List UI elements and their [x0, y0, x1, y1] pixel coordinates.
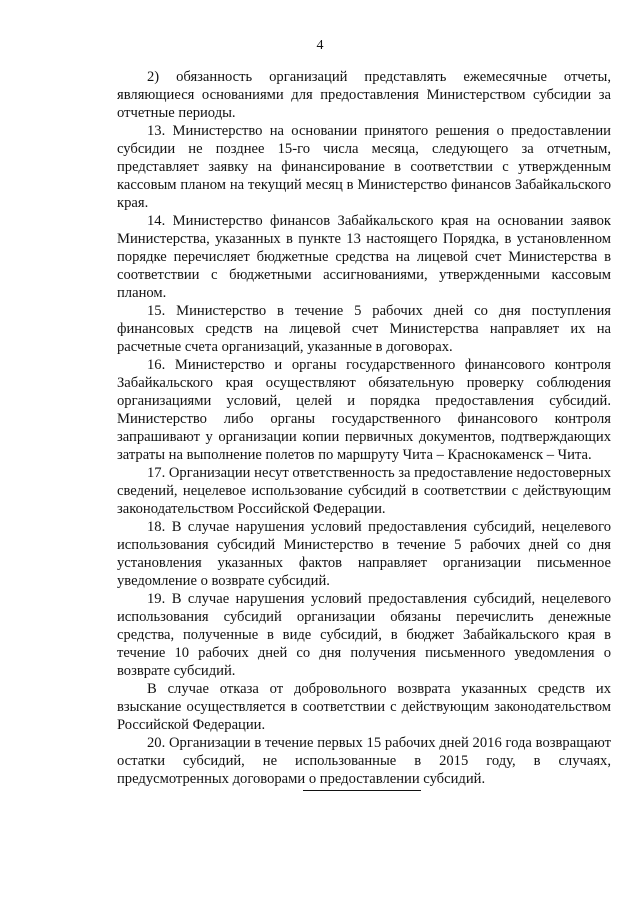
paragraph-19: 19. В случае нарушения условий предоставления субсидий, нецелевого использования субсидий организации обязаны перечислить денежные средства, полученные в виде субсидий, в бюджет Забайкальского края в течение 10 рабочих дней со дня получения письменного уведомления о возврате субсидий.: [117, 591, 611, 679]
paragraph-13: 13. Министерство на основании принятого решения о предоставлении субсидии не позднее 15-го числа месяца, следующего за отчетным, представляет заявку на финансирование в соответствии с утвержденным кассовым планом на текущий месяц в Министерство финансов Забайкальского края.: [117, 123, 611, 211]
paragraph-19-continuation: В случае отказа от добровольного возврата указанных средств их взыскание осуществляется в соответствии с действующим законодательством Российской Федерации.: [117, 681, 611, 733]
page-number: 4: [316, 38, 324, 53]
paragraph-14: 14. Министерство финансов Забайкальского края на основании заявок Министерства, указанных в пункте 13 настоящего Порядка, в установленном порядке перечисляет бюджетные средства на лицевой счет Министерства в соответствии с бюджетными ассигнованиями, утвержденными кассовым планом.: [117, 213, 611, 301]
paragraph-18: 18. В случае нарушения условий предоставления субсидий, нецелевого использования субсидий Министерство в течение 5 рабочих дней со дня установления указанных фактов направляет организации письменное уведомление о возврате субсидий.: [117, 519, 611, 589]
paragraph-16: 16. Министерство и органы государственного финансового контроля Забайкальского края осуществляют обязательную проверку соблюдения организациями условий, целей и порядка предоставления субсидий. Министерство либо органы государственного финансового контроля запрашивают у организации копии первичных документов, подтверждающих затраты на выполнение полетов по маршруту Чита – Краснокаменск – Чита.: [117, 357, 611, 463]
paragraph-17: 17. Организации несут ответственность за предоставление недостоверных сведений, нецелевое использование субсидий в соответствии с действующим законодательством Российской Федерации.: [117, 465, 612, 517]
paragraph-item-2: 2) обязанность организаций представлять ежемесячные отчеты, являющиеся основаниями для предоставления Министерством субсидии за отчетные периоды.: [117, 69, 611, 121]
end-of-document-rule: [303, 790, 421, 791]
document-body: [117, 68, 611, 788]
paragraph-20: 20. Организации в течение первых 15 рабочих дней 2016 года возвращают остатки субсидий, не использованные в 2015 году, в случаях, предусмотренных договорами о предоставлении субсидий.: [117, 735, 611, 787]
paragraph-15: 15. Министерство в течение 5 рабочих дней со дня поступления финансовых средств на лицевой счет Министерства направляет их на расчетные счета организаций, указанные в договорах.: [117, 303, 611, 355]
